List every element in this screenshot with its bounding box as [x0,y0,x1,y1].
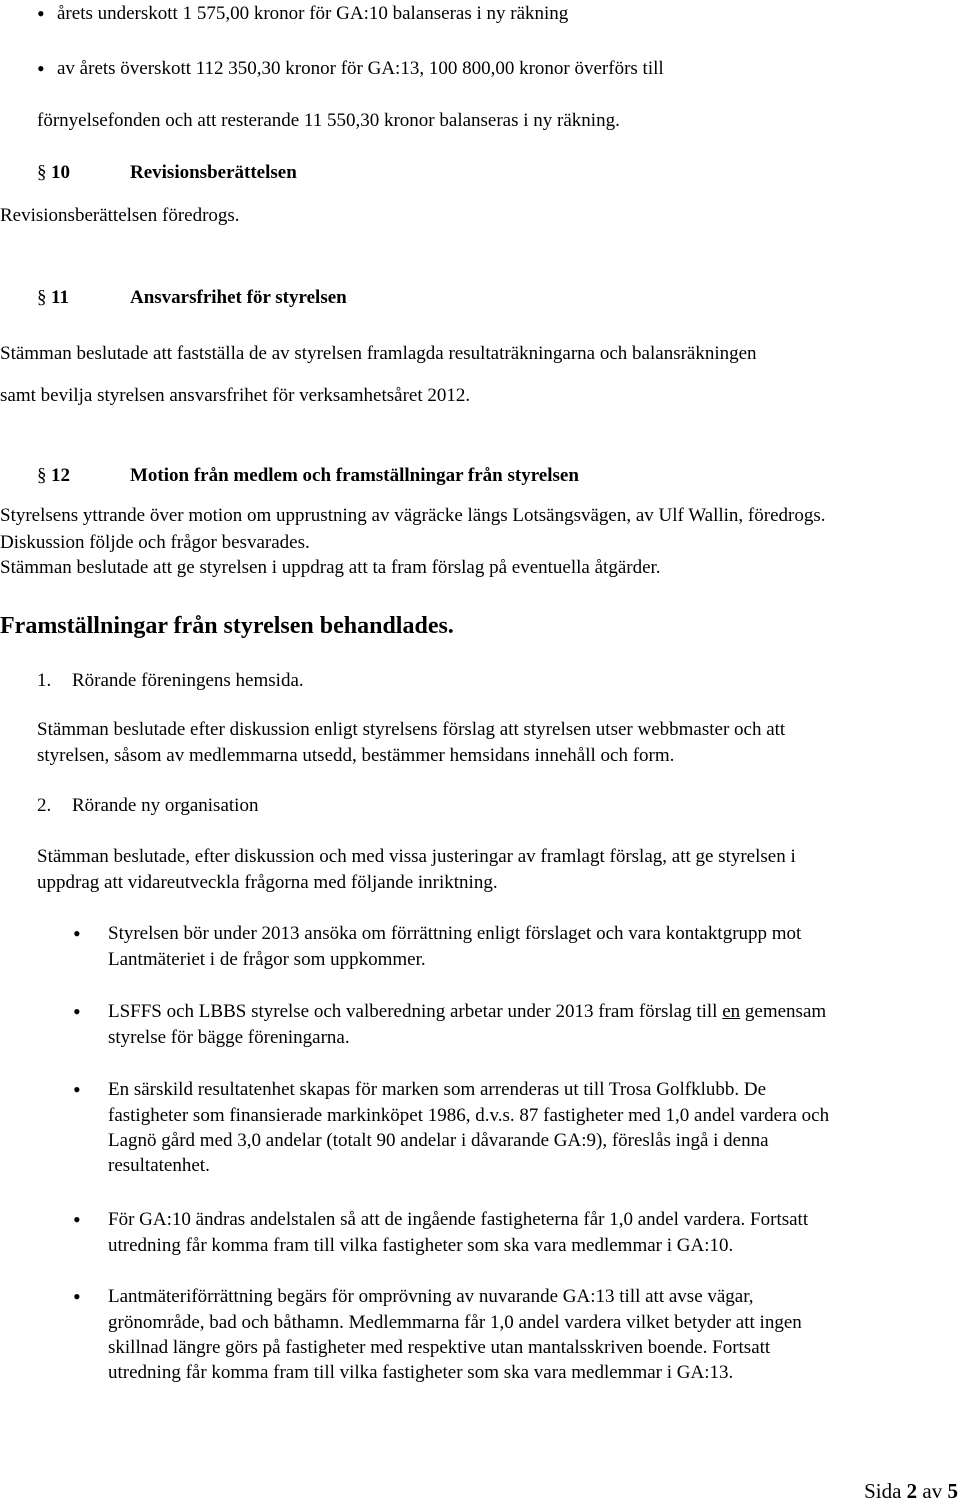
bullet-icon [37,59,45,78]
org-bullet-3-line-3: Lagnö gård med 3,0 andelar (totalt 90 andelar i dåvarande GA:9), föreslås ingå i denna [108,1130,769,1151]
footer-current-page: 2 [906,1479,918,1503]
org-bullet-3-line-4: resultatenhet. [108,1155,210,1176]
footer-middle: av [922,1479,943,1503]
section-12-line-3: Stämman beslutade att ge styrelsen i uppdrag att ta fram förslag på eventuella åtgärder. [0,557,661,578]
bullet-icon [73,1210,81,1229]
org-bullet-5-line-2: grönområde, bad och båthamn. Medlemmarna får 1,0 andel vardera vilket betyder att ingen [108,1312,802,1333]
org-bullet-2-line-1 [108,1001,826,1023]
bullet-icon [73,924,81,943]
bullet-icon [73,1080,81,1099]
org-bullet-2-text-b: gemensam [740,1001,827,1022]
section-11-title: Ansvarsfrihet för styrelsen [130,287,347,308]
item-2-title: Rörande ny organisation [72,795,259,816]
top-continuation: förnyelsefonden och att resterande 11 550,30 kronor balanseras i ny räkning. [37,110,620,131]
section-12-title: Motion från medlem och framställningar från styrelsen [130,465,579,486]
section-12-line-1: Styrelsens yttrande över motion om upprustning av vägräcke längs Lotsängsvägen, av Ulf Wallin, föredrogs. [0,505,826,526]
footer-total-pages: 5 [947,1479,958,1503]
item-2-line-2: uppdrag att vidareutveckla frågorna med följande inriktning. [37,872,498,893]
section-10-number: 10 [51,162,70,183]
org-bullet-3-line-1: En särskild resultatenhet skapas för marken som arrenderas ut till Trosa Golfklubb. De [108,1079,766,1100]
org-bullet-4-line-2: utredning får komma fram till vilka fastigheter som ska vara medlemmar i GA:10. [108,1235,734,1256]
org-bullet-5-line-3: skillnad längre görs på fastigheter med respektive utan mantalsskriven boende. Fortsatt [108,1337,771,1358]
bullet-icon [73,1287,81,1306]
footer-prefix: Sida [864,1479,902,1503]
section-12-line-2: Diskussion följde och frågor besvarades. [0,532,310,553]
framstallningar-heading: Framställningar från styrelsen behandlades. [0,613,454,639]
section-symbol: § [37,465,47,486]
org-bullet-2-text-a: LSFFS och LBBS styrelse och valberedning arbetar under 2013 fram förslag till [108,1001,723,1022]
org-bullet-5-line-4: utredning får komma fram till vilka fastigheter som ska vara medlemmar i GA:13. [108,1362,734,1383]
org-bullet-1-line-2: Lantmäteriet i de frågor som uppkommer. [108,949,426,970]
bullet-icon [37,4,45,23]
org-bullet-2-underlined: en [722,1001,741,1022]
org-bullet-2-line-2: styrelse för bägge föreningarna. [108,1027,350,1048]
section-11-number: 11 [51,287,69,308]
item-1-line-1: Stämman beslutade efter diskussion enligt styrelsens förslag att styrelsen utser webbmaster och att [37,719,786,740]
section-symbol: § [37,162,47,183]
item-1-line-2: styrelsen, såsom av medlemmarna utsedd, bestämmer hemsidans innehåll och form. [37,745,675,766]
page-footer [864,1479,958,1504]
org-bullet-5-line-1: Lantmäteriförrättning begärs för omprövning av nuvarande GA:13 till att avse vägar, [108,1286,754,1307]
top-bullet-1: årets underskott 1 575,00 kronor för GA:10 balanseras i ny räkning [57,3,569,24]
section-10-title: Revisionsberättelsen [130,162,297,183]
item-2-line-1: Stämman beslutade, efter diskussion och med vissa justeringar av framlagt förslag, att ge styrelsen i [37,846,796,867]
org-bullet-4-line-1: För GA:10 ändras andelstalen så att de ingående fastigheterna får 1,0 andel vardera. Fortsatt [108,1209,809,1230]
bullet-icon [73,1002,81,1021]
org-bullet-1-line-1: Styrelsen bör under 2013 ansöka om förrättning enligt förslaget och vara kontaktgrupp mot [108,923,802,944]
section-11-line-1: Stämman beslutade att fastställa de av styrelsen framlagda resultaträkningarna och balansräkningen [0,343,757,364]
item-1-number: 1. [37,670,52,691]
section-11-line-2: samt bevilja styrelsen ansvarsfrihet för verksamhetsåret 2012. [0,385,471,406]
item-2-number: 2. [37,795,52,816]
item-1-title: Rörande föreningens hemsida. [72,670,304,691]
org-bullet-3-line-2: fastigheter som finansierade markinköpet 1986, d.v.s. 87 fastigheter med 1,0 andel vardera och [108,1105,830,1126]
top-bullet-2: av årets överskott 112 350,30 kronor för GA:13, 100 800,00 kronor överförs till [57,58,664,79]
section-10-body: Revisionsberättelsen föredrogs. [0,205,240,226]
section-12-number: 12 [51,465,70,486]
section-symbol: § [37,287,47,308]
